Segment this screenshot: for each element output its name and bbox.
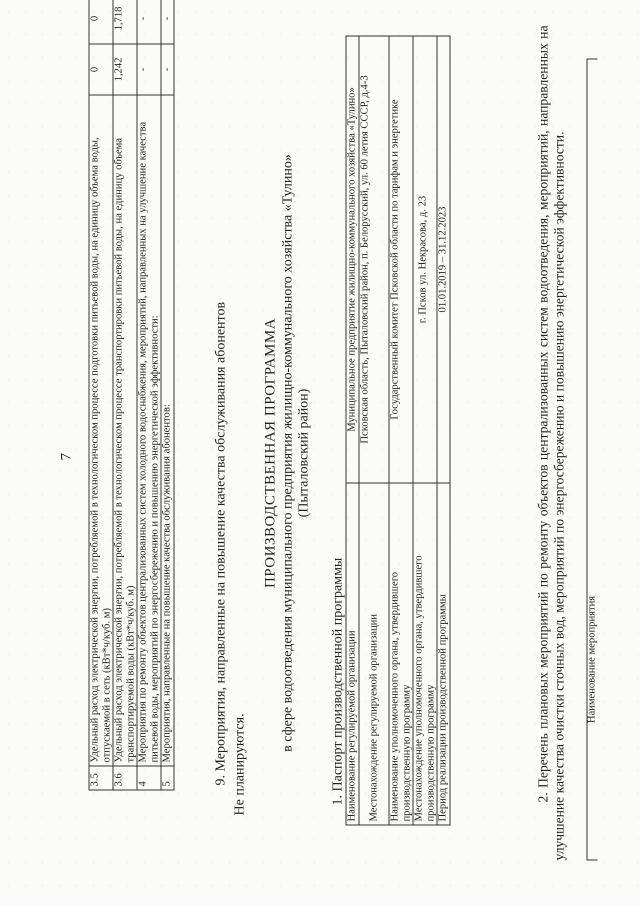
program-district: (Пыталовский район) [296,388,311,517]
section-2-text: 2. Перечень плановых мероприятий по ремонту объектов централизованных систем водоотведения, мероприятий, направленных на улучшение качества очистки сточных вод, мероприятий по энергосбережению и повышению энергетической эффективности. [535,25,566,860]
table-row: Наименование уполномоченного органа, утвердившего производственную программу Государственный комитет Псковской области по тарифам и энергетике [389,36,413,825]
program-subtitle: в сфере водоотведения муниципального предприятия жилищно-коммунального хозяйства «Тулино» [280,153,295,752]
page-number: 7 [58,452,74,460]
program-title: ПРОИЗВОДСТВЕННАЯ ПРОГРАММА [262,317,278,588]
section-9-note: Не планируются. [232,712,247,815]
table-row: 3.5 Удельный расход электрической энергии, потребляемой в технологическом процессе подготовки питьевой воды, на единицу объема воды, отпускаемой в сеть (кВт*ч/куб. м) 0 0 [89,0,113,790]
indicators-table [88,0,174,790]
passport-heading: 1. Паспорт производственной программы [330,557,345,805]
table-row: Наименование регулируемой организации Муниципальное предприятие жилищно-коммунального хозяйства «Тулино» [346,36,359,825]
table-row: Период реализации производственной программы 01.01.2019 – 31.12.2023 [437,36,450,825]
section-9-heading: 9. Мероприятия, направленные на повышение качества обслуживания абонентов [213,301,228,785]
table-row: 3.6 Удельный расход электрической энергии, потребляемой в технологическом процессе транспортировки питьевой воды, на единицу объема транспортируемой воды (кВт*ч/куб. м) 1,242 1,718 [113,0,137,790]
table-row: Местонахождение регулируемой организации Псковская область, Пыталовский район, п. Белорусский, ул. 60 летия СССР, д.4-3 [358,36,389,825]
table-row: 5 Мероприятия, направленные на повышение качества обслуживания абонентов: - - [161,0,174,790]
measure-name-header: Наименование мероприятия [586,595,597,723]
table-row: Местонахождение уполномоченного органа, утвердившего производственную программу г. Псков ул. Некрасова, д. 23 [413,36,437,825]
table-row: 4 Мероприятия по ремонту объектов централизованных систем холодного водоснабжения, мероприятий, направленных на улучшение качества питьевой воды, мероприятий по энергосбережению и повышению энергетической эффективности: - - [137,0,161,790]
passport-table [345,35,450,825]
measures-table-header [586,58,597,860]
